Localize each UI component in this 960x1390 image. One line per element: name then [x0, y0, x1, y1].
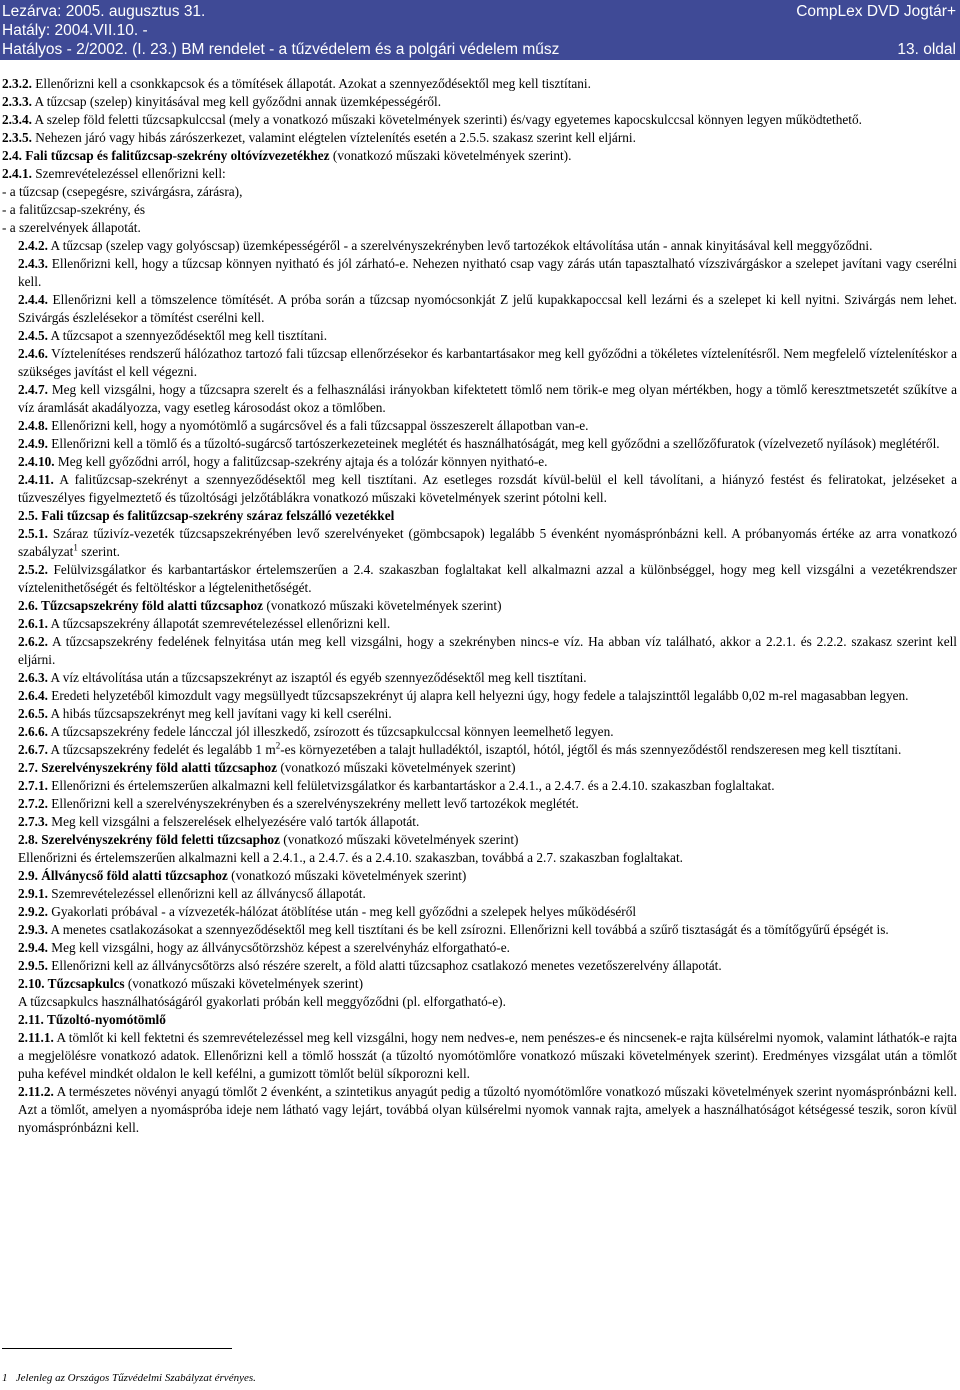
section-2-4-5: 2.4.5. A tűzcsapot a szennyeződésektől meg kell tisztítani.	[18, 328, 328, 343]
section-2-9-5: 2.9.5. Ellenőrizni kell az állványcsőtörzs alsó részére szerelt, a föld alatti tűzcsaphoz csatlakozó menetes vezetőszerelvény állapotát.	[18, 958, 722, 973]
section-2-5-2: 2.5.2. Felülvizsgálatkor és karbantartáskor értelemszerűen a 2.4. szakaszban foglaltakat kell alkalmazni azzal a különbséggel, hogy meg kell vizsgálni a vezetékrendszer víztelenithetőségét és feltöltéskor a légtelenithetőségét.	[18, 562, 957, 595]
section-2-4-6: 2.4.6. Víztelenítéses rendszerű hálózathoz tartozó fali tűzcsap ellenőrzésekor és karbantartásakor meg kell győződni a tökéletes víztelenítésről. Nem megfelelő víztelenítéskor a szükséges javítást el kell végezni.	[18, 346, 957, 379]
closing-date: Lezárva: 2005. augusztus 31.	[2, 3, 206, 20]
section-2-8-text: Ellenőrizni és értelemszerűen alkalmazni kell a 2.4.1., a 2.4.7. és a 2.4.10. szakaszban, továbbá a 2.7. szakaszban foglaltakat.	[18, 850, 683, 865]
section-2-6-2: 2.6.2. A tűzcsapszekrény fedelének felnyitása után meg kell vizsgálni, hogy a szekrényben nincs-e víz. Ha abban víz található, akkor a 2.2.1. és 2.2.2. szakasz szerint kell eljárni.	[18, 634, 957, 667]
section-2-4-7: 2.4.7. Meg kell vizsgálni, hogy a tűzcsapra szerelt és a felhasználási irányokban kifektetett tömlő nem törik-e meg olyan mértékben, hogy a tömlő keresztmetszetét szűkítve a víz áramlását akadályozza, vagy esetleg károsodást okoz a tömlőben.	[18, 382, 957, 415]
section-2-4-10: 2.4.10. Meg kell győződni arról, hogy a falitűzcsap-szekrény ajtaja és a tolózár könnyen nyitható-e.	[18, 454, 548, 469]
section-2-7-3: 2.7.3. Meg kell vizsgálni a felszerelések elhelyezésére való tartók állapotát.	[18, 814, 420, 829]
section-2-4-2: 2.4.2. A tűzcsap (szelep vagy golyóscsap) üzemképességéről - a szerelvényszekrényben levő tartozékok eltávolítása után - annak kinyitásával kell meggyőződni.	[18, 238, 873, 253]
section-2-6-5: 2.6.5. A hibás tűzcsapszekrényt meg kell javítani vagy ki kell cserélni.	[18, 706, 392, 721]
section-2-7-2: 2.7.2. Ellenőrizni kell a szerelvényszekrényben és a szerelvényszekrény mellett levő tartozékok meglétét.	[18, 796, 579, 811]
footnote-mark: 1	[2, 1372, 8, 1384]
page-number: 13. oldal	[897, 41, 956, 58]
list-item: - a falitűzcsap-szekrény, és	[2, 202, 146, 217]
section-2-9-4: 2.9.4. Meg kell vizsgálni, hogy az állványcsőtörzshöz képest a szerelvényház elforgatható-e.	[18, 940, 510, 955]
section-2-9-2: 2.9.2. Gyakorlati próbával - a vízvezeték-hálózat átöblítése után - meg kell győződni a szelepek helyes működéséről	[18, 904, 637, 919]
section-2-4-4: 2.4.4. Ellenőrizni kell a tömszelence tömítését. A próba során a tűzcsap nyomócsonkját Z jelű kupakkapoccsal kell lezárni és a szelepet ki kell nyitni. Szivárgás nem lehet. Szivárgás észlelésekor a tömítést cserélni kell.	[18, 292, 957, 325]
section-2-6-6: 2.6.6. A tűzcsapszekrény fedele láncczal jól illeszkedő, zsírozott és tűzcsapkulccsal könnyen leemelhető legyen.	[18, 724, 614, 739]
section-2-3-3: 2.3.3. A tűzcsap (szelep) kinyitásával meg kell győződni annak üzemképességéről.	[2, 94, 442, 109]
section-2-9-3: 2.9.3. A menetes csatlakozásokat a szennyeződésektől meg kell tisztítani és be kell zsírozni. Ellenőrizni kell továbbá a szűrő tisztaságát és a tömítőgyűrű épségét is.	[18, 922, 889, 937]
section-2-4-8: 2.4.8. Ellenőrizni kell, hogy a nyomótömlő a sugárcsővel és a fali tűzcsappal összeszerelt állapotban van-e.	[18, 418, 589, 433]
section-2-3-2: 2.3.2. Ellenőrizni kell a csonkkapcsok és a tömítések állapotát. Azokat a szennyeződésektől meg kell tisztítani.	[2, 76, 591, 91]
section-2-4-9: 2.4.9. Ellenőrizni kell a tömlő és a tűzoltó-sugárcső tartószerkezeteinek meglétét és használhatóságát, meg kell győződni a szellőzőfuratok (vízelvezető nyílások) meglétéről.	[18, 436, 940, 451]
section-2-11-1: 2.11.1. A tömlőt ki kell fektetni és szemrevételezéssel meg kell vizsgálni, hogy nem nedves-e, nem penészes-e és nincsenek-e rajta külsérelmi nyomok, valamint láthatók-e rajta a megjelölésre vonatkozó adatok. Ellenőrizni kell a tömlő hosszát (a tűzoltó nyomótömlőre vonatkozó műszaki követelmények szerint). Eredményes vizsgálat után a tömlőt puha kefével mindkét oldalon le kell kefélni, a gumizott tömlőt belül síkporozni kell.	[18, 1030, 957, 1081]
section-2-10-text: A tűzcsapkulcs használhatóságáról gyakorlati próbán kell meggyőződni (pl. elforgatható-e).	[18, 994, 506, 1009]
section-2-5-heading: 2.5. Fali tűzcsap és falitűzcsap-szekrény száraz felszálló vezetékkel	[18, 508, 395, 523]
document-body	[2, 75, 957, 1137]
footnote-text: Jelenleg az Országos Tűzvédelmi Szabályzat érvényes.	[15, 1372, 256, 1384]
section-2-6-7: 2.6.7. A tűzcsapszekrény fedelét és legalább 1 $m^2-es$ környezetében a talajt hulladéktól, iszaptól, hótól, jégtől és más szennyeződéstől rendszeresen meg kell tisztítani.	[18, 740, 902, 757]
effective-date: Hatály: 2004.VII.10. -	[2, 22, 148, 39]
section-2-4-1: 2.4.1. Szemrevételezéssel ellenőrizni kell:	[2, 166, 226, 181]
section-2-9-1: 2.9.1. Szemrevételezéssel ellenőrizni kell az állványcső állapotát.	[18, 886, 366, 901]
list-item: - a szerelvények állapotát.	[2, 220, 141, 235]
section-2-6-1: 2.6.1. A tűzcsapszekrény állapotát szemrevételezéssel ellenőrizni kell.	[18, 616, 391, 631]
footnote-ref: 1	[73, 542, 78, 553]
section-2-8: 2.8. Szerelvényszekrény föld feletti tűzcsaphoz (vonatkozó műszaki követelmények szerint)	[18, 832, 519, 847]
section-2-11-heading: 2.11. Tűzoltó-nyomótömlő	[18, 1012, 166, 1027]
section-2-11-2: 2.11.2. A természetes növényi anyagú tömlőt 2 évenként, a szintetikus anyagút pedig a tűzoltó nyomótömlőre vonatkozó műszaki követelmények szerint nyomásprónbázni kell. Azt a tömlőt, amelyen a nyomáspróba ideje nem látható vagy lejárt, továbbá olyan külsérelmi nyomok vannak rajta, amelyek a használhatóságot kétségessé teszik, soron kívül nyomásprónbázni kell.	[18, 1084, 957, 1135]
document-header	[0, 0, 960, 60]
section-2-4-3: 2.4.3. Ellenőrizni kell, hogy a tűzcsap könnyen nyitható és jól zárható-e. Nehezen nyitható csap vagy zárás után tapasztalható vízszivárgáskor a szelepet javítani vagy cserélni kell.	[18, 256, 957, 289]
document-title: Hatályos - 2/2002. (I. 23.) BM rendelet - a tűzvédelem és a polgári védelem műsz	[2, 41, 560, 58]
section-2-4: 2.4. Fali tűzcsap és falitűzcsap-szekrény oltóvízvezetékhez (vonatkozó műszaki követelmények szerint).	[2, 148, 572, 163]
section-2-6-4: 2.6.4. Eredeti helyzetéből kimozdult vagy megsüllyedt tűzcsapszekrényt új alapra kell helyezni úgy, hogy fedele a talajszinttől legalább 0,02 m-rel magasabban legyen.	[18, 688, 909, 703]
section-2-7: 2.7. Szerelvényszekrény föld alatti tűzcsaphoz (vonatkozó műszaki követelmények szerint)	[18, 760, 516, 775]
section-2-4-11: 2.4.11. A falitűzcsap-szekrényt a szennyeződésektől meg kell tisztítani. Az esetleges rozsdát kívül-belül el kell távolítani, a hiányzó festést és feliratokat, jelzéseket a tűzveszélyes figyelmeztető és tűzoltósági jelzőtáblákra vonatkozó műszaki követelmények szerint pótolni kell.	[18, 472, 957, 505]
section-2-3-5: 2.3.5. Nehezen járó vagy hibás zárószerkezet, valamint elégtelen víztelenítés esetén a 2.5.5. szakasz szerint kell eljárni.	[2, 130, 636, 145]
footnote	[2, 1372, 256, 1384]
section-2-3-4: 2.3.4. A szelep föld feletti tűzcsapkulccsal (mely a vonatkozó műszaki követelmények szerinti) és/vagy egyetemes kapocskulccsal könnyen legyen működtethető.	[2, 112, 862, 127]
section-2-7-1: 2.7.1. Ellenőrizni és értelemszerűen alkalmazni kell felületvizsgálatkor és karbantartáskor a 2.4.1., a 2.4.7. és a 2.4.10. szakaszban foglaltakat.	[18, 778, 775, 793]
section-2-6: 2.6. Tűzcsapszekrény föld alatti tűzcsaphoz (vonatkozó műszaki követelmények szerint)	[18, 598, 502, 613]
section-2-6-3: 2.6.3. A víz eltávolítása után a tűzcsapszekrényt az iszaptól és egyéb szennyeződésektől meg kell tisztítani.	[18, 670, 587, 685]
section-2-9: 2.9. Állványcső föld alatti tűzcsaphoz (vonatkozó műszaki követelmények szerint)	[18, 868, 467, 883]
footnote-divider	[2, 1348, 232, 1349]
section-2-5-1: 2.5.1. Száraz tűzivíz-vezeték tűzcsapszekrényében levő szerelvényeket (gömbcsapok) legalább 5 évenként nyomásprónbázni kell. A próbanyomás értéke az arra vonatkozó szabályzat$^1$ szerint.	[18, 526, 957, 559]
list-item: - a tűzcsap (csepegésre, szivárgásra, zárásra),	[2, 184, 243, 199]
section-2-10: 2.10. Tűzcsapkulcs (vonatkozó műszaki követelmények szerint)	[18, 976, 364, 991]
product-name: CompLex DVD Jogtár+	[796, 3, 956, 20]
